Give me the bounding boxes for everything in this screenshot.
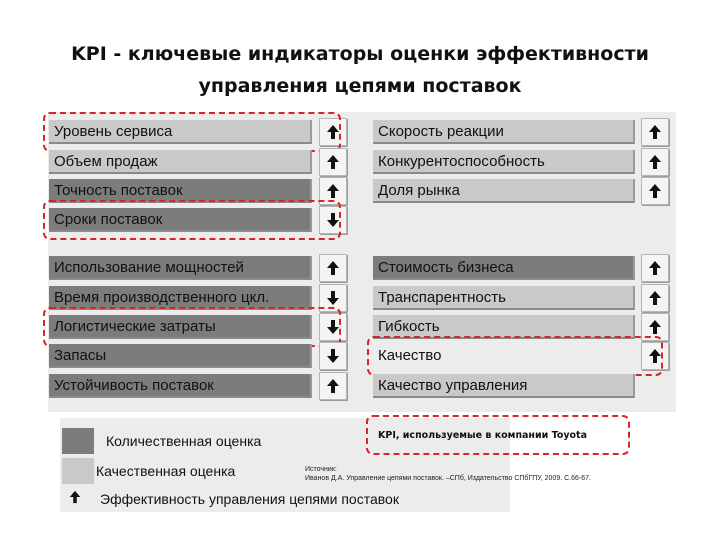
- arrow-up-icon: [319, 118, 347, 146]
- arrow-up-icon: [641, 342, 669, 370]
- legend-qualitative-label: Качественная оценка: [96, 463, 236, 479]
- kpi-bar-left-4: Сроки поставок: [49, 208, 312, 232]
- kpi-bar-right-6: Транспарентность: [373, 286, 635, 310]
- arrow-up-icon: [319, 148, 347, 176]
- arrow-up-icon: [319, 177, 347, 205]
- arrow-down-icon: [319, 284, 347, 312]
- arrow-up-icon: [641, 118, 669, 146]
- legend-efficiency-label: Эффективность управления цепями поставок: [100, 491, 399, 507]
- arrow-down-icon: [319, 206, 347, 234]
- source-citation: [305, 465, 635, 483]
- arrow-up-icon: [641, 148, 669, 176]
- slide-title: [0, 38, 720, 102]
- kpi-bar-left-1: Уровень сервиса: [49, 120, 312, 144]
- arrow-up-icon: [641, 284, 669, 312]
- arrow-up-icon: [319, 254, 347, 282]
- arrow-down-icon: [319, 342, 347, 370]
- kpi-bar-right-8: Качество: [378, 347, 442, 364]
- kpi-bar-right-3: Доля рынка: [373, 179, 635, 203]
- title-line-2: управления цепями поставок: [198, 75, 522, 97]
- arrow-up-icon: [641, 254, 669, 282]
- kpi-bar-left-2: Объем продаж: [49, 150, 312, 174]
- kpi-bar-right-2: Конкурентоспособность: [373, 150, 635, 174]
- kpi-bar-left-6: Время производственного цкл.: [49, 286, 312, 310]
- kpi-bar-left-9: Устойчивость поставок: [49, 374, 312, 398]
- kpi-bar-right-7: Гибкость: [373, 315, 635, 339]
- source-text: Иванов Д.А. Управление цепями поставок. –СПб, Издательство СПбГПУ, 2009. С.66-67.: [305, 475, 591, 482]
- source-label: Источник:: [305, 466, 337, 473]
- kpi-bar-left-3: Точность поставок: [49, 179, 312, 203]
- arrow-down-icon: [319, 313, 347, 341]
- kpi-bar-left-8: Запасы: [49, 344, 312, 368]
- kpi-bar-left-7: Логистические затраты: [49, 315, 312, 339]
- arrow-up-icon: [319, 372, 347, 400]
- kpi-bar-left-5: Использование мощностей: [49, 256, 312, 280]
- legend-quantitative-label: Количественная оценка: [106, 433, 262, 449]
- arrow-up-icon: [641, 177, 669, 205]
- legend-swatch-dark: [62, 428, 94, 454]
- arrow-up-icon: [641, 313, 669, 341]
- kpi-bar-right-1: Скорость реакции: [373, 120, 635, 144]
- legend-swatch-light: [62, 458, 94, 484]
- toyota-kpi-note: KPI, используемые в компании Toyota: [366, 415, 630, 455]
- kpi-bar-right-9: Качество управления: [373, 374, 635, 398]
- arrow-up-icon: [68, 490, 82, 504]
- kpi-bar-right-5: Стоимость бизнеса: [373, 256, 635, 280]
- title-line-1: KPI - ключевые индикаторы оценки эффективности: [71, 43, 649, 65]
